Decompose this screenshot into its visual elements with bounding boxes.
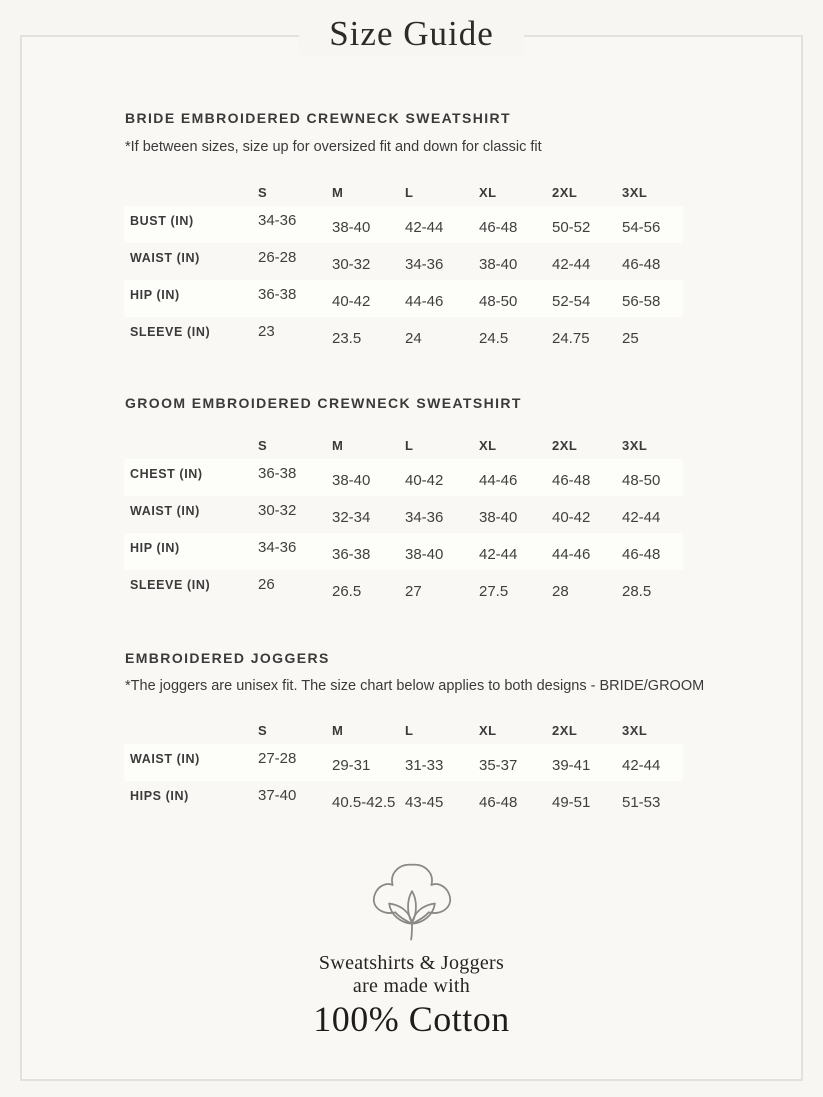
table-cell: 36-38 — [258, 286, 297, 303]
table-row — [124, 781, 683, 818]
table-cell: 27 — [405, 583, 422, 600]
table-cell: 44-46 — [552, 546, 591, 563]
size-table-bride — [124, 178, 683, 354]
section-note-joggers: *The joggers are unisex fit. The size chart below applies to both designs - BRIDE/GROOM — [125, 678, 705, 694]
table-cell: 37-40 — [258, 787, 297, 804]
table-cell: 24 — [405, 330, 422, 347]
table-cell: 42-44 — [552, 256, 591, 273]
section-heading-groom: GROOM EMBROIDERED CREWNECK SWEATSHIRT — [125, 395, 522, 411]
table-cell: 32-34 — [332, 509, 371, 526]
col-header: XL — [479, 722, 497, 738]
table-cell: 24.5 — [479, 330, 509, 347]
table-cell: 30-32 — [258, 502, 297, 519]
table-cell: 43-45 — [405, 794, 444, 811]
col-header: M — [332, 437, 344, 453]
table-row — [124, 280, 683, 317]
table-cell: 24.75 — [552, 330, 590, 347]
row-label: HIPS (IN) — [130, 788, 189, 803]
table-cell: 52-54 — [552, 293, 591, 310]
table-cell: 38-40 — [405, 546, 444, 563]
table-cell: 38-40 — [332, 472, 371, 489]
size-table-joggers — [124, 716, 683, 818]
table-cell: 26-28 — [258, 249, 297, 266]
row-label: HIP (IN) — [130, 540, 180, 555]
table-row — [124, 206, 683, 243]
table-cell: 46-48 — [622, 256, 661, 273]
footer-cotton-statement: 100% Cotton — [313, 999, 510, 1039]
table-cell: 38-40 — [479, 256, 518, 273]
table-row — [124, 317, 683, 354]
page-title-text: Size Guide — [299, 13, 524, 55]
table-cell: 46-48 — [479, 794, 518, 811]
footer-materials-line1: Sweatshirts & Joggers — [318, 952, 505, 974]
table-cell: 40-42 — [332, 293, 371, 310]
table-cell: 42-44 — [405, 219, 444, 236]
table-row — [124, 744, 683, 781]
table-cell: 42-44 — [479, 546, 518, 563]
table-cell: 23 — [258, 323, 275, 340]
col-header: L — [405, 437, 414, 453]
size-table-groom — [124, 431, 683, 607]
cotton-flower-icon — [0, 856, 823, 949]
table-cell: 44-46 — [405, 293, 444, 310]
section-heading-bride: BRIDE EMBROIDERED CREWNECK SWEATSHIRT — [125, 110, 511, 126]
col-header: 2XL — [552, 184, 578, 200]
row-label: BUST (IN) — [130, 213, 194, 228]
table-row — [124, 533, 683, 570]
table-cell: 30-32 — [332, 256, 371, 273]
row-label: WAIST (IN) — [130, 503, 200, 518]
table-cell: 36-38 — [332, 546, 371, 563]
col-header: 2XL — [552, 437, 578, 453]
table-cell: 42-44 — [622, 757, 661, 774]
table-row — [124, 496, 683, 533]
table-row — [124, 570, 683, 607]
col-header: 3XL — [622, 184, 648, 200]
col-header: L — [405, 184, 414, 200]
table-cell: 48-50 — [622, 472, 661, 489]
col-header: L — [405, 722, 414, 738]
col-header: XL — [479, 437, 497, 453]
table-cell: 56-58 — [622, 293, 661, 310]
table-cell: 51-53 — [622, 794, 661, 811]
table-cell: 34-36 — [405, 256, 444, 273]
table-row — [124, 243, 683, 280]
col-header: S — [258, 722, 268, 738]
table-cell: 25 — [622, 330, 639, 347]
table-cell: 39-41 — [552, 757, 591, 774]
table-cell: 42-44 — [622, 509, 661, 526]
col-header: S — [258, 437, 268, 453]
table-cell: 31-33 — [405, 757, 444, 774]
footer-materials-line2: are made with — [352, 975, 471, 997]
table-cell: 34-36 — [405, 509, 444, 526]
table-cell: 38-40 — [332, 219, 371, 236]
table-cell: 40-42 — [552, 509, 591, 526]
table-cell: 46-48 — [552, 472, 591, 489]
table-cell: 35-37 — [479, 757, 518, 774]
table-cell: 40-42 — [405, 472, 444, 489]
col-header: M — [332, 184, 344, 200]
section-note-bride: *If between sizes, size up for oversized fit and down for classic fit — [125, 139, 542, 155]
table-cell: 26.5 — [332, 583, 362, 600]
row-label: HIP (IN) — [130, 287, 180, 302]
table-cell: 54-56 — [622, 219, 661, 236]
col-header: S — [258, 184, 268, 200]
table-cell: 48-50 — [479, 293, 518, 310]
row-label: WAIST (IN) — [130, 751, 200, 766]
col-header: XL — [479, 184, 497, 200]
table-cell: 50-52 — [552, 219, 591, 236]
col-header: 3XL — [622, 437, 648, 453]
table-cell: 38-40 — [479, 509, 518, 526]
table-cell: 36-38 — [258, 465, 297, 482]
table-cell: 40.5-42.5 — [332, 794, 396, 811]
table-cell: 26 — [258, 576, 275, 593]
col-header: 3XL — [622, 722, 648, 738]
table-cell: 49-51 — [552, 794, 591, 811]
row-label: WAIST (IN) — [130, 250, 200, 265]
table-cell: 34-36 — [258, 539, 297, 556]
table-cell: 23.5 — [332, 330, 362, 347]
col-header: 2XL — [552, 722, 578, 738]
table-cell: 34-36 — [258, 212, 297, 229]
table-cell: 28.5 — [622, 583, 652, 600]
row-label: CHEST (IN) — [130, 466, 203, 481]
table-cell: 44-46 — [479, 472, 518, 489]
table-cell: 27.5 — [479, 583, 509, 600]
table-cell: 29-31 — [332, 757, 371, 774]
table-cell: 28 — [552, 583, 569, 600]
table-cell: 27-28 — [258, 750, 297, 767]
table-row — [124, 459, 683, 496]
table-cell: 46-48 — [622, 546, 661, 563]
row-label: SLEEVE (IN) — [130, 577, 211, 592]
row-label: SLEEVE (IN) — [130, 324, 211, 339]
page-title — [0, 13, 823, 55]
table-cell: 46-48 — [479, 219, 518, 236]
col-header: M — [332, 722, 344, 738]
section-heading-joggers: EMBROIDERED JOGGERS — [125, 650, 330, 666]
